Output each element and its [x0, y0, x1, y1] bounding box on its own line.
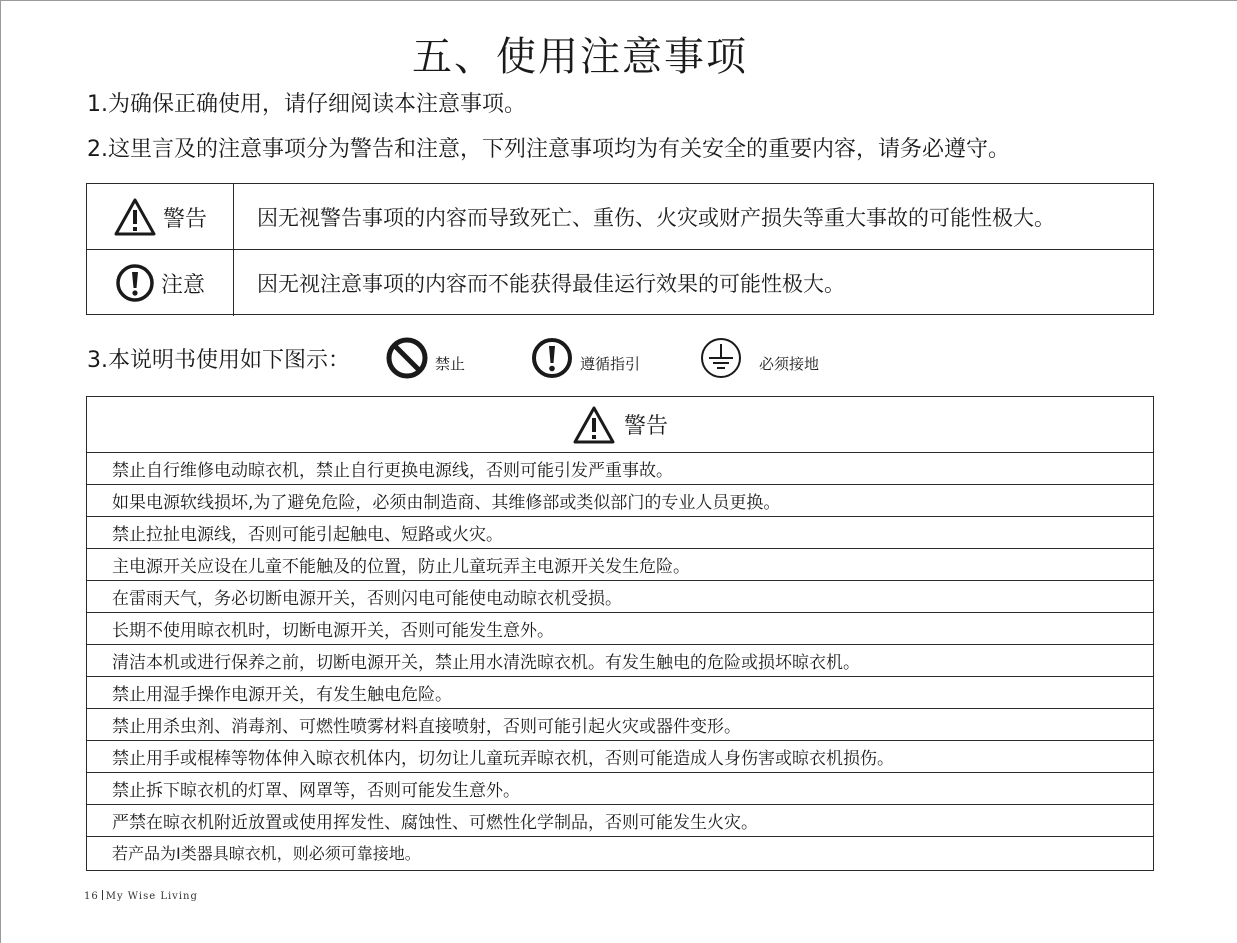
legend-lead-text: 3.本说明书使用如下图示： — [87, 348, 350, 373]
footer-brand: My Wise Living — [105, 891, 198, 902]
intro-line-2: 2.这里言及的注意事项分为警告和注意，下列注意事项均为有关安全的重要内容，请务必遵守。 — [87, 137, 1010, 162]
definition-label-cell — [87, 250, 234, 316]
definition-label-cell — [87, 184, 234, 250]
warning-triangle-icon — [572, 405, 616, 445]
warning-item: 长期不使用晾衣机时，切断电源开关，否则可能发生意外。 — [87, 613, 1153, 645]
definition-label-warning: 警告 — [162, 206, 207, 232]
legend-label-ground: 必须接地 — [759, 355, 820, 373]
warning-table-header — [87, 397, 1153, 453]
warning-item: 若产品为Ⅰ类器具晾衣机，则必须可靠接地。 — [112, 844, 421, 863]
warning-item: 主电源开关应设在儿童不能触及的位置，防止儿童玩弄主电源开关发生危险。 — [87, 549, 1153, 581]
symbol-legend — [87, 336, 987, 386]
definition-row-warning — [87, 184, 1153, 250]
warning-item: 禁止自行维修电动晾衣机，禁止自行更换电源线，否则可能引发严重事故。 — [87, 453, 1153, 485]
legend-label-guide: 遵循指引 — [580, 355, 641, 373]
definition-text-warning: 因无视警告事项的内容而导致死亡、重伤、火灾或财产损失等重大事故的可能性极大。 — [257, 206, 1055, 230]
page-border-left — [0, 0, 1, 943]
legend-item-prohibit — [385, 336, 465, 380]
page-number: 16 — [84, 891, 99, 902]
prohibit-icon — [385, 336, 429, 380]
exclamation-circle-icon — [530, 336, 574, 380]
warning-item: 禁止用杀虫剂、消毒剂、可燃性喷雾材料直接喷射，否则可能引起火灾或器件变形。 — [87, 709, 1153, 741]
definition-row-caution — [87, 249, 1153, 316]
warning-item: 禁止用湿手操作电源开关，有发生触电危险。 — [87, 677, 1153, 709]
warning-item: 在雷雨天气，务必切断电源开关，否则闪电可能使电动晾衣机受损。 — [87, 581, 1153, 613]
page-footer — [84, 890, 198, 902]
page-title: 五、使用注意事项 — [412, 34, 748, 80]
warning-item: 禁止用手或棍棒等物体伸入晾衣机体内，切勿让儿童玩弄晾衣机，否则可能造成人身伤害或晾衣机损伤。 — [87, 741, 1153, 773]
legend-label-prohibit: 禁止 — [435, 355, 466, 373]
definition-table — [86, 183, 1154, 315]
warning-item: 禁止拆下晾衣机的灯罩、网罩等，否则可能发生意外。 — [87, 773, 1153, 805]
warning-item: 严禁在晾衣机附近放置或使用挥发性、腐蚀性、可燃性化学制品，否则可能发生火灾。 — [87, 805, 1153, 837]
exclamation-circle-icon — [115, 263, 155, 303]
warning-table-title: 警告 — [623, 414, 668, 439]
warning-table — [86, 396, 1154, 871]
legend-item-guide — [530, 336, 640, 380]
legend-item-ground — [697, 336, 819, 380]
footer-divider — [102, 890, 103, 900]
warning-item: 如果电源软线损坏,为了避免危险，必须由制造商、其维修部或类似部门的专业人员更换。 — [87, 485, 1153, 517]
warning-triangle-icon — [113, 197, 157, 237]
warning-item: 禁止拉扯电源线，否则可能引起触电、短路或火灾。 — [87, 517, 1153, 549]
page-border-top — [0, 0, 1237, 1]
intro-line-1: 1.为确保正确使用，请仔细阅读本注意事项。 — [87, 92, 526, 117]
definition-text-caution: 因无视注意事项的内容而不能获得最佳运行效果的可能性极大。 — [257, 272, 845, 296]
definition-label-caution: 注意 — [160, 272, 205, 298]
warning-item: 清洁本机或进行保养之前，切断电源开关，禁止用水清洗晾衣机。有发生触电的危险或损坏晾衣机。 — [87, 645, 1153, 677]
ground-icon — [697, 336, 745, 380]
